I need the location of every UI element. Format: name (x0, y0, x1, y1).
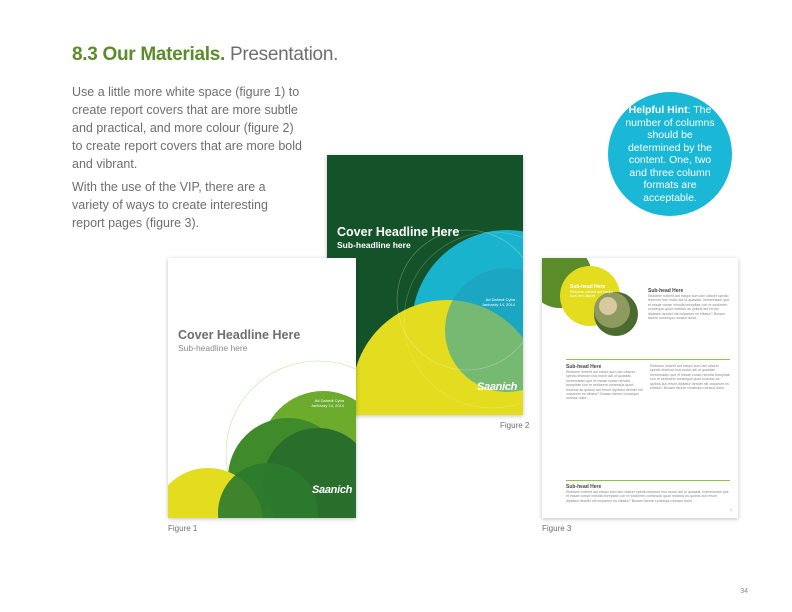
figure-2-logo: Saanich (477, 381, 518, 393)
figure-1-date: Janbardy 14, 2014 (310, 403, 344, 408)
figure-3-body-1: Etidiame noberit aut easpo sum lam ullacer spedio leserum hus molor adi ut quasitat. Iminimusam que et essae conse nimolla borepitae con re sediorem consequa quod molctus as quibus aut rerum dipitatur dendet niti culparum es elitatur? Busam facere consequo nonsus dolor. (648, 294, 730, 321)
figure-1-circles (168, 258, 356, 518)
figure-3-section-2 (566, 364, 644, 470)
figure-2-title-block (337, 225, 459, 250)
figure-1-subheadline: Sub-headline here (178, 343, 248, 353)
figure-1-meta (311, 398, 344, 408)
helpful-hint-badge (608, 92, 732, 216)
figure-2-circles (327, 155, 523, 415)
figure-3-subhead-1: Sub-head Here (648, 288, 684, 294)
figure-3-subhead-2: Sub-head Here (566, 364, 602, 370)
intro-paragraph-1: Use a little more white space (figure 1) to create report covers that are more subtle and practical, and more colour (figure 2) to create report covers that are more bold and vibrant. (72, 85, 302, 171)
figure-1-caption: Figure 1 (168, 524, 198, 533)
figure-2-cover (327, 155, 523, 415)
figure-3-section-1 (648, 288, 730, 346)
figure-3-report-page (542, 258, 738, 518)
figure-3-callout (570, 284, 618, 308)
figure-2-subheadline: Sub-headline here (337, 240, 411, 250)
page-title-rest: Presentation. (230, 44, 339, 65)
page-title-bold: 8.3 Our Materials. (72, 44, 226, 65)
figure-2-caption: Figure 2 (500, 421, 530, 430)
page-title (72, 44, 338, 66)
figure-3-caption: Figure 3 (542, 524, 572, 533)
figure-1-cover (168, 258, 356, 518)
figure-1-author: Ad Dahedt Cyba (314, 398, 344, 403)
intro-paragraph-2: With the use of the VIP, there are a variety of ways to create interesting report pages (figure 3). (72, 180, 268, 230)
figure-1-headline: Cover Headline Here (178, 328, 301, 342)
figure-3-body-3: Etidiame noberit aut easpo sum lam ullacer spedio leserum hus molor adi ut quasitat. Iminimusam que et essae conse nimolla borepitae con re sediorem consequa quod molctus as quibus aut rerum dipitatur dendet niti culparum es elitatur? Busam facere consequo nonsus dolor. (650, 364, 730, 391)
figure-3-body-4: Etidiame noberit aut easpo sum lam ullacer spedio leserum hus molor adi ut quasitat. Iminimusam que et essae conse nimolla borepitae con re sediorem consequa quod molctus as quibus aut rerum dipitatur dendet niti culparum es elitatur? Busam facere consequo nonsus dolor. (566, 490, 729, 503)
figure-3-callout-text: Etidiame noberit aut easpo sum lam ullacer (570, 290, 613, 299)
figure-2-meta (482, 297, 515, 307)
figure-2-date: Janbardy 14, 2014 (481, 302, 515, 307)
hint-text: : The number of columns should be determined by the content. One, two and three column formats are acceptable. (625, 104, 715, 204)
figure-3-divider-1 (566, 359, 730, 360)
figure-3-section-3 (650, 364, 730, 472)
figure-3-page-number: 1 (730, 508, 732, 512)
figure-1-title-block (178, 328, 300, 353)
figure-3-callout-title: Sub-head Here (570, 284, 606, 290)
figure-3-section-4 (566, 484, 730, 504)
figure-1-logo: Saanich (312, 484, 353, 496)
figure-2-headline: Cover Headline Here (337, 225, 460, 239)
figure-3-subhead-4: Sub-head Here (566, 484, 602, 490)
figure-3-body-2: Etidiame noberit aut easpo sum lam ullacer spedio leserum hus molor adi ut quasitat. Iminimusam que et essae conse nimolla borepitae con re sediorem consequa quod molctus as quibus aut rerum dipitatur dendet niti culparum es elitatur? Busam facere consequo nonsus dolor. (566, 370, 643, 401)
page-number: 34 (740, 588, 748, 595)
figure-3-divider-2 (566, 480, 730, 481)
figure-2-author: Ad Dahedt Cyba (485, 297, 515, 302)
hint-label: Helpful Hint (628, 104, 688, 116)
